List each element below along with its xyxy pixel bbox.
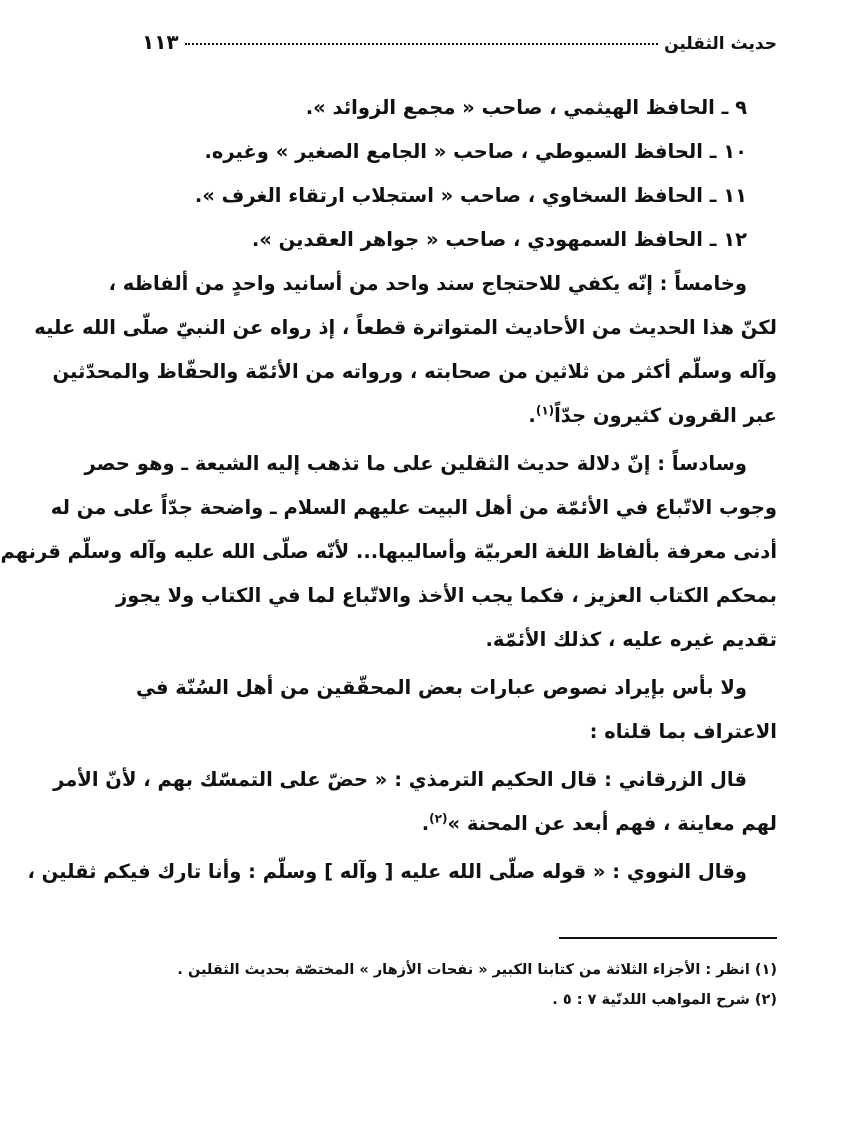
paragraph-text: لهم معاينة ، فهم أبعد عن المحنة » <box>447 812 777 835</box>
list-item: ١٢ ـ الحافظ السمهودي ، صاحب « جواهر العقدين ». <box>251 228 747 251</box>
paragraph-text: عبر القرون كثيرون جدّاً <box>554 404 777 427</box>
paragraph-line: لكنّ هذا الحديث من الأحاديث المتواترة قطعاً ، إذ رواه عن النبيّ صلّى الله عليه <box>34 316 777 339</box>
paragraph-line: بمحكم الكتاب العزيز ، فكما يجب الأخذ والاتّباع لما في الكتاب ولا يجوز <box>116 584 777 607</box>
paragraph-line: وقال النووي : « قوله صلّى الله عليه [ وآله ] وسلّم : وأنا تارك فيكم ثقلين ، <box>27 860 747 883</box>
footnote-divider <box>559 937 777 939</box>
paragraph-text: . <box>528 404 536 427</box>
paragraph-line: وسادساً : إنّ دلالة حديث الثقلين على ما تذهب إليه الشيعة ـ وهو حصر <box>84 452 747 475</box>
list-item: ١٠ ـ الحافظ السيوطي ، صاحب « الجامع الصغير » وغيره. <box>204 140 747 163</box>
footnote: (١) انظر : الأجزاء الثلاثة من كتابنا الكبير « نفحات الأزهار » المختصّة بحديث الثقلين . <box>177 962 777 978</box>
paragraph-line: وجوب الاتّباع في الأئمّة من أهل البيت عليهم السلام ـ واضحة جدّاً على من له <box>50 496 777 519</box>
running-header <box>142 30 777 54</box>
paragraph-text: . <box>421 812 430 835</box>
paragraph-line <box>142 802 777 846</box>
paragraph-line: تقديم غيره عليه ، كذلك الأئمّة. <box>485 628 777 651</box>
page-number: ١١٣ <box>142 30 179 54</box>
paragraph-line: وآله وسلّم أكثر من ثلاثين من صحابته ، ورواته من الأئمّة والحفّاظ والمحدّثين <box>52 360 777 383</box>
header-dot-leader <box>185 43 658 45</box>
footnote-ref: (١) <box>535 403 555 418</box>
footnotes <box>142 955 777 1015</box>
paragraph-line <box>142 394 777 438</box>
paragraph-line: ولا بأس بإيراد نصوص عبارات بعض المحقّقين من أهل السُنّة في <box>136 676 747 699</box>
paragraph-line: وخامساً : إنّه يكفي للاحتجاج سند واحد من أسانيد واحدٍ من ألفاظه ، <box>108 272 747 295</box>
header-title: حديث الثقلين <box>664 34 777 54</box>
page-body <box>0 86 777 894</box>
paragraph-line: قال الزرقاني : قال الحكيم الترمذي : « حضّ على التمسّك بهم ، لأنّ الأمر <box>53 768 747 791</box>
footnote-ref: (٢) <box>429 811 448 826</box>
paragraph-line: الاعتراف بما قلناه : <box>589 720 777 743</box>
paragraph-line: أدنى معرفة بألفاظ اللغة العربيّة وأساليبها... لأنّه صلّى الله عليه وآله وسلّم قرنهم <box>0 540 777 563</box>
list-item: ١١ ـ الحافظ السخاوي ، صاحب « استجلاب ارتقاء الغرف ». <box>194 184 747 207</box>
footnote: (٢) شرح المواهب اللدنّية ٧ : ٥ . <box>552 992 777 1008</box>
list-item: ٩ ـ الحافظ الهيثمي ، صاحب « مجمع الزوائد ». <box>305 96 747 119</box>
